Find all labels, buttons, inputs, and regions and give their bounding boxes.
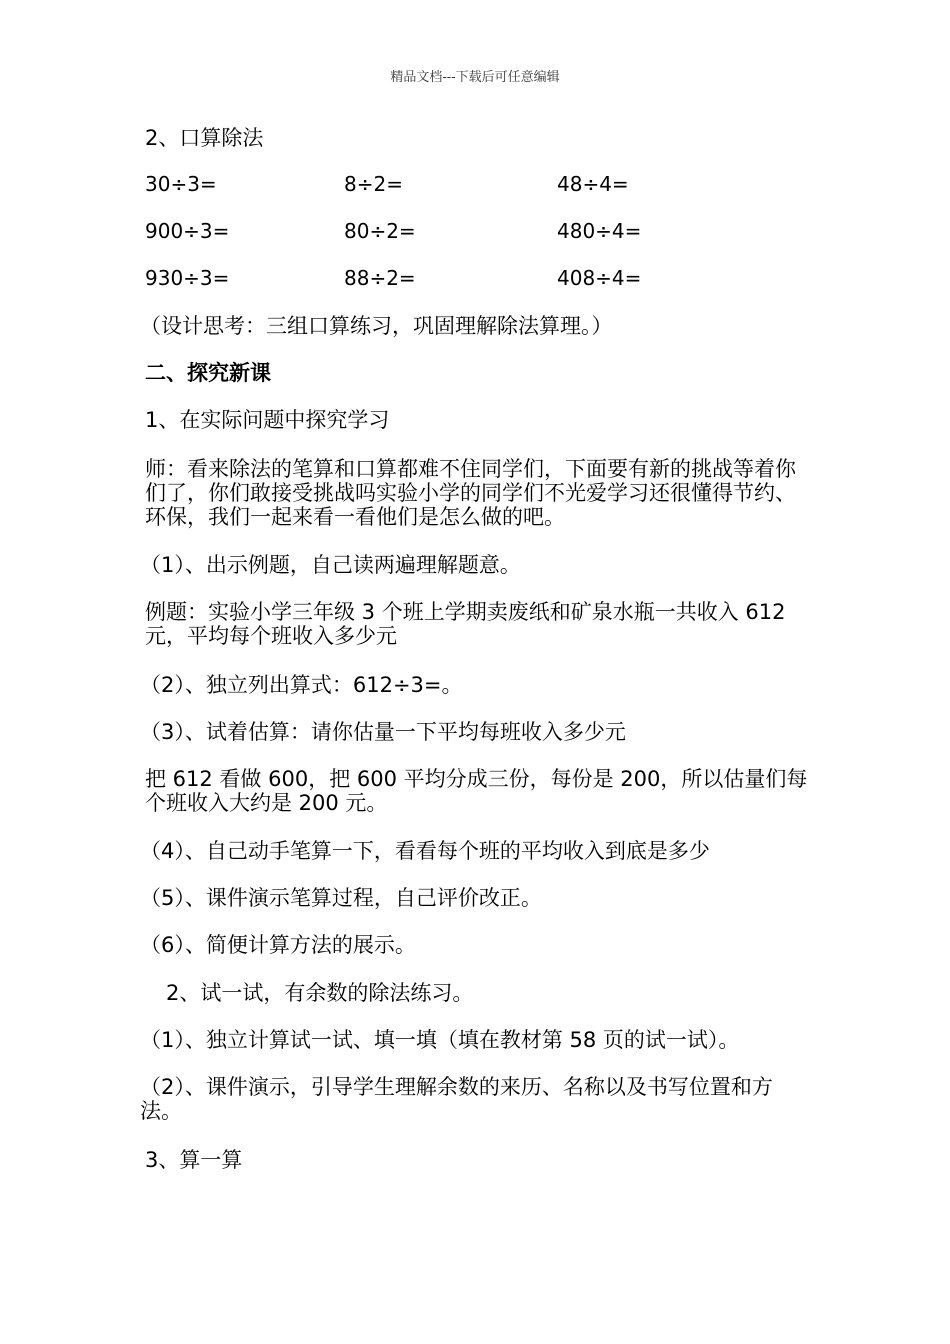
subsection-2: 2、试一试，有余数的除法练习。 bbox=[166, 981, 474, 1005]
page-header: 精品文档---下载后可任意编辑 bbox=[390, 70, 560, 85]
exercise-r1-c3: 48÷4= bbox=[557, 172, 629, 196]
exercise-r2-c3: 480÷4= bbox=[557, 219, 642, 243]
step-4: （4）、自己动手笔算一下，看看每个班的平均收入到底是多少 bbox=[140, 839, 710, 863]
try-2: （2）、课件演示，引导学生理解余数的来历、名称以及书写位置和方法。 bbox=[140, 1075, 773, 1123]
subsection-3: 3、算一算 bbox=[145, 1148, 243, 1172]
try-1: （1）、独立计算试一试、填一填（填在教材第 58 页的试一试）。 bbox=[140, 1028, 740, 1052]
subsection-1: 1、在实际问题中探究学习 bbox=[145, 408, 390, 432]
estimate-paragraph: 把 612 看做 600，把 600 平均分成三份，每份是 200，所以估量们每个班收入大约是 200 元。 bbox=[145, 767, 808, 815]
step-2: （2）、独立列出算式：612÷3=。 bbox=[140, 673, 463, 697]
exercise-r3-c2: 88÷2= bbox=[344, 266, 416, 290]
step-3: （3）、试着估算：请你估量一下平均每班收入多少元 bbox=[140, 720, 626, 744]
design-note: （设计思考：三组口算练习，巩固理解除法算理。） bbox=[140, 314, 613, 338]
exercise-r1-c2: 8÷2= bbox=[344, 172, 403, 196]
exercise-r3-c1: 930÷3= bbox=[145, 266, 230, 290]
teacher-paragraph: 师：看来除法的笔算和口算都难不住同学们，下面要有新的挑战等着你们了，你们敢接受挑战吗实验小学的同学们不光爱学习还很懂得节约、环保，我们一起来看一看他们是怎么做的吧。 bbox=[145, 457, 796, 529]
step-5: （5）、课件演示笔算过程，自己评价改正。 bbox=[140, 886, 542, 910]
section-heading: 二、探究新课 bbox=[145, 361, 271, 385]
oral-division-title: 2、口算除法 bbox=[145, 126, 264, 150]
example-problem: 例题：实验小学三年级 3 个班上学期卖废纸和矿泉水瓶一共收入 612 元，平均每个班收入多少元 bbox=[145, 600, 786, 648]
exercise-r2-c2: 80÷2= bbox=[344, 219, 416, 243]
step-1: （1）、出示例题，自己读两遍理解题意。 bbox=[140, 553, 521, 577]
exercise-r1-c1: 30÷3= bbox=[145, 172, 217, 196]
exercise-r2-c1: 900÷3= bbox=[145, 219, 230, 243]
exercise-r3-c3: 408÷4= bbox=[557, 266, 642, 290]
step-6: （6）、简便计算方法的展示。 bbox=[140, 933, 416, 957]
